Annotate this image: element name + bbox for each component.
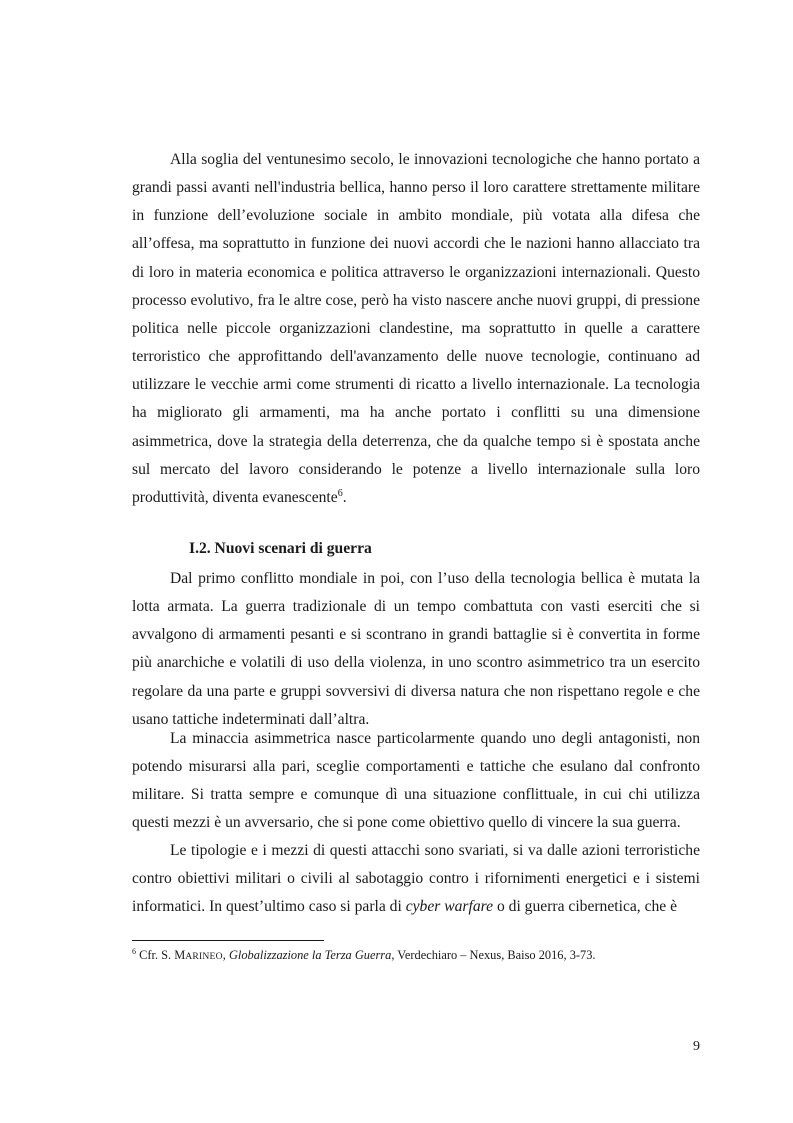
paragraph-1-text: Alla soglia del ventunesimo secolo, le innovazioni tecnologiche che hanno portato a grandi passi avanti nell'industria bellica, hanno perso il loro carattere strettamente militare in funzione dell’evoluzione sociale in ambito mondiale, più votata alla difesa che all’offesa, ma soprattutto in funzione dei nuovi accordi che le nazioni hanno allacciato tra di loro in materia economica e politica attraverso le organizzazioni internazionali. Questo processo evolutivo, fra le altre cose, però ha visto nascere anche nuovi gruppi, di pressione politica nelle piccole organizzazioni clandestine, ma soprattutto in quelle a carattere terroristico che approfittando dell'avanzamento delle nuove tecnologie, continuano ad utilizzare le vecchie armi come strumenti di ricatto a livello internazionale. La tecnologia ha migliorato gli armamenti, ma ha anche portato i conflitti su una dimensione asimmetrica, dove la strategia della deterrenza, che da qualche tempo si è spostata anche sul mercato del lavoro considerando le potenze a livello internazionale sulla loro produttività, diventa evanescente — [132, 151, 700, 506]
paragraph-4-italic-term: cyber warfare — [405, 898, 494, 916]
document-page — [132, 0, 700, 1123]
footnote-rest: , Verdechiaro – Nexus, Baiso 2016, 3-73. — [391, 948, 596, 962]
footnote-title: Globalizzazione la Terza Guerra — [228, 948, 392, 962]
body-paragraph-1 — [132, 146, 700, 512]
footnote-separator — [132, 940, 324, 941]
paragraph-4-before: Le tipologie e i mezzi di questi attacchi sono svariati, si va dalle azioni terroristiche contro obiettivi militari o civili al sabotaggio contro i rifornimenti energetici e i sistemi informatici. In quest’ultimo caso si parla di — [132, 842, 700, 916]
footnote — [132, 946, 700, 966]
footnote-reference: 6 — [337, 487, 343, 499]
footnote-separator-comma: , — [222, 948, 226, 962]
footnote-author-rest: ARINEO — [185, 951, 223, 962]
body-paragraph-2: Dal primo conflitto mondiale in poi, con l’uso della tecnologia bellica è mutata la lotta armata. La guerra tradizionale di un tempo combattuta con vasti eserciti che si avvalgono di armamenti pesanti e si scontrano in grandi battaglie si è convertita in forme più anarchiche e volatili di uso della violenza, in uno scontro asimmetrico tra un esercito regolare da una parte e gruppi sovversivi di diversa natura che non rispettano regole e che usano tattiche indeterminati dall’altra. — [132, 570, 700, 728]
page-number: 9 — [693, 1039, 700, 1054]
body-paragraph-3: La minaccia asimmetrica nasce particolarmente quando uno degli antagonisti, non potendo misurarsi alla pari, sceglie comportamenti e tattiche che esulano dal confronto militare. Si tratta sempre e comunque dì una situazione conflittuale, in cui chi utilizza questi mezzi è un avversario, che si pone come obiettivo quello di vincere la sua guerra. — [132, 730, 700, 832]
paragraph-4-after: o di guerra cibernetica, che è — [496, 898, 678, 916]
footnote-number: 6 — [132, 946, 136, 956]
paragraph-1-end: . — [342, 488, 347, 506]
footnote-author-initial: M — [174, 948, 186, 962]
footnote-prefix: Cfr. S. — [139, 948, 172, 962]
body-paragraph-4 — [132, 837, 700, 921]
section-heading: I.2. Nuovi scenari di guerra — [189, 540, 372, 557]
